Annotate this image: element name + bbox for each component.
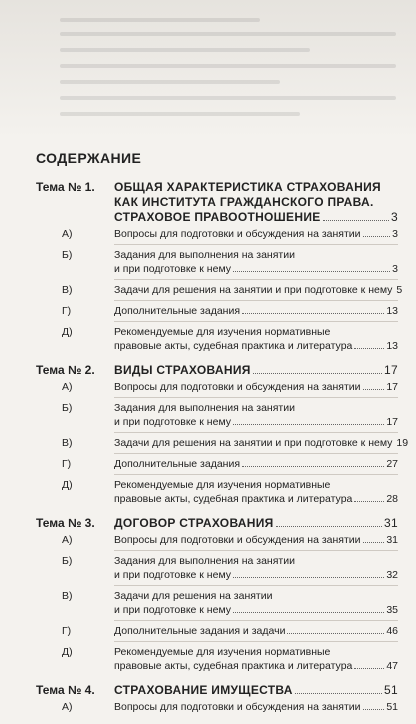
page-number: 3 [392, 263, 398, 275]
dot-leader [287, 624, 384, 634]
entry-letter: Д) [62, 479, 73, 491]
entry-line [114, 339, 398, 353]
toc-entry[interactable] [36, 436, 409, 450]
entry-line [114, 516, 398, 531]
dot-leader [354, 492, 384, 502]
entry-text: СТРАХОВАНИЕ ИМУЩЕСТВА [114, 683, 293, 697]
entry-text: КАК ИНСТИТУТА ГРАЖДАНСКОГО ПРАВА. [114, 195, 374, 209]
topic-title [114, 180, 398, 225]
entry-letter: А) [62, 381, 73, 393]
entry-text: Задания для выполнения на занятии [114, 249, 295, 261]
entry-text: Дополнительные задания [114, 305, 241, 317]
entry-letter: Д) [62, 646, 73, 658]
entry-letter: А) [62, 228, 73, 240]
entry-text: и при подготовке к нему [114, 604, 232, 616]
entry-text: Рекомендуемые для изучения нормативные [114, 326, 331, 338]
entry-text: Дополнительные задания и задачи [114, 625, 286, 637]
entry-letter: В) [62, 590, 73, 602]
entry-text: Вопросы для подготовки и обсуждения на занятии [114, 228, 361, 240]
dot-leader [323, 210, 389, 221]
entry-text: ОБЩАЯ ХАРАКТЕРИСТИКА СТРАХОВАНИЯ [114, 180, 381, 194]
entry-text: правовые акты, судебная практика и литература [114, 340, 353, 352]
topic-number: Тема № 2. [36, 363, 95, 377]
entry-line [114, 325, 398, 339]
toc-entry[interactable] [36, 227, 398, 241]
toc-entry[interactable] [36, 380, 398, 394]
entry-line [114, 380, 398, 394]
toc-topic[interactable] [36, 516, 398, 673]
entry-line [114, 659, 398, 673]
entry-text: Дополнительные задания [114, 458, 241, 470]
dot-leader [363, 700, 385, 710]
page-number: 13 [386, 340, 398, 352]
entry-body [114, 401, 398, 429]
entry-letter: Г) [62, 458, 72, 470]
entry-line [114, 700, 398, 714]
toc-entry[interactable] [36, 533, 398, 547]
entry-text: правовые акты, судебная практика и литература [114, 660, 353, 672]
entry-text: Вопросы для подготовки и обсуждения на занятии [114, 701, 361, 713]
entry-letter: А) [62, 534, 73, 546]
page-number: 27 [386, 458, 398, 470]
entry-line [114, 283, 402, 297]
entry-text: Рекомендуемые для изучения нормативные [114, 646, 331, 658]
topic-title [114, 683, 398, 698]
topic-header[interactable] [36, 683, 398, 698]
topic-number: Тема № 3. [36, 516, 95, 530]
page-number: 17 [386, 381, 398, 393]
entry-divider [114, 300, 398, 301]
toc-entry[interactable] [36, 283, 403, 297]
dot-leader [253, 363, 382, 374]
page-number: 19 [396, 437, 409, 449]
entry-text: правовые акты, судебная практика и литература [114, 493, 353, 505]
entry-body [114, 227, 398, 241]
page-number: 32 [386, 569, 398, 581]
entry-line [114, 436, 408, 450]
toc-entry[interactable] [36, 401, 398, 429]
entry-divider [114, 321, 398, 322]
dot-leader [354, 659, 384, 669]
entry-body [114, 436, 408, 450]
page-number: 28 [386, 493, 398, 505]
entry-text: Задачи для решения на занятии [114, 590, 273, 602]
page-number: 51 [384, 683, 398, 697]
toc-topic[interactable] [36, 180, 403, 353]
entry-text: Вопросы для подготовки и обсуждения на занятии [114, 381, 361, 393]
topic-header[interactable] [36, 363, 398, 378]
topic-header[interactable] [36, 180, 398, 225]
entry-divider [114, 432, 398, 433]
entry-body [114, 645, 398, 673]
entry-divider [114, 550, 398, 551]
entry-divider [114, 453, 398, 454]
entry-line [114, 195, 398, 210]
page-number: 35 [386, 604, 398, 616]
topic-number: Тема № 4. [36, 683, 95, 697]
dot-leader [233, 568, 384, 578]
entry-body [114, 325, 398, 353]
topic-header[interactable] [36, 516, 398, 531]
dot-leader [363, 533, 385, 543]
toc-entry[interactable] [36, 645, 398, 673]
entry-body [114, 283, 402, 297]
toc-entry[interactable] [36, 554, 398, 582]
toc-entry[interactable] [36, 248, 398, 276]
page-number: 3 [392, 228, 398, 240]
entry-body [114, 248, 398, 276]
dot-leader [354, 339, 384, 349]
dot-leader [233, 262, 390, 272]
entry-line [114, 568, 398, 582]
entry-text: и при подготовке к нему [114, 416, 232, 428]
entry-text: ВИДЫ СТРАХОВАНИЯ [114, 363, 251, 377]
entry-body [114, 304, 398, 318]
entry-letter: Б) [62, 555, 73, 567]
page-number: 31 [386, 534, 398, 546]
dot-leader [295, 683, 382, 694]
page-number: 3 [391, 210, 398, 224]
entry-divider [114, 244, 398, 245]
entry-letter: Б) [62, 249, 73, 261]
entry-text: и при подготовке к нему [114, 569, 232, 581]
entry-letter: Г) [62, 625, 72, 637]
toc-entry[interactable] [36, 325, 398, 353]
dot-leader [363, 227, 391, 237]
entry-line [114, 624, 398, 638]
dot-leader [276, 516, 382, 527]
entry-divider [114, 474, 398, 475]
page-number: 46 [386, 625, 398, 637]
entry-line [114, 210, 398, 225]
entry-line [114, 363, 398, 378]
entry-text: Задачи для решения на занятии и при подготовке к нему [114, 437, 393, 449]
entry-line [114, 457, 398, 471]
page-number: 31 [384, 516, 398, 530]
entry-divider [114, 585, 398, 586]
entry-text: СТРАХОВОЕ ПРАВООТНОШЕНИЕ [114, 210, 321, 224]
entry-divider [114, 641, 398, 642]
entry-body [114, 457, 398, 471]
entry-line [114, 492, 398, 506]
entry-letter: А) [62, 701, 73, 713]
entry-line [114, 262, 398, 276]
entry-body [114, 554, 398, 582]
page-number: 47 [386, 660, 398, 672]
previous-page-bleed [0, 0, 416, 140]
entry-body [114, 700, 398, 714]
entry-text: Задания для выполнения на занятии [114, 555, 295, 567]
entry-line [114, 589, 398, 603]
entry-body [114, 589, 398, 617]
dot-leader [242, 304, 384, 314]
entry-line [114, 533, 398, 547]
toc-entry[interactable] [36, 589, 398, 617]
entry-text: Рекомендуемые для изучения нормативные [114, 479, 331, 491]
entry-body [114, 380, 398, 394]
toc-list [36, 180, 409, 714]
entry-body [114, 624, 398, 638]
toc-entry[interactable] [36, 304, 398, 318]
topic-number: Тема № 1. [36, 180, 95, 194]
entry-letter: В) [62, 284, 73, 296]
dot-leader [233, 603, 384, 613]
entry-line [114, 683, 398, 698]
entry-divider [114, 397, 398, 398]
entry-body [114, 478, 398, 506]
entry-line [114, 401, 398, 415]
entry-line [114, 603, 398, 617]
entry-divider [114, 620, 398, 621]
entry-line [114, 227, 398, 241]
toc-entry[interactable] [36, 624, 398, 638]
entry-text: и при подготовке к нему [114, 263, 232, 275]
page-number: 5 [396, 284, 403, 296]
toc-entry[interactable] [36, 478, 398, 506]
table-of-contents [36, 150, 409, 724]
toc-topic[interactable] [36, 363, 409, 506]
contents-heading: СОДЕРЖАНИЕ [36, 150, 142, 166]
entry-line [114, 248, 398, 262]
entry-line [114, 180, 398, 195]
entry-text: Задания для выполнения на занятии [114, 402, 295, 414]
entry-line [114, 645, 398, 659]
entry-line [114, 478, 398, 492]
entry-divider [114, 279, 398, 280]
entry-text: ДОГОВОР СТРАХОВАНИЯ [114, 516, 274, 530]
page-number: 17 [386, 416, 398, 428]
entry-body [114, 533, 398, 547]
entry-line [114, 415, 398, 429]
dot-leader [363, 380, 385, 390]
toc-entry[interactable] [36, 700, 398, 714]
toc-entry[interactable] [36, 457, 398, 471]
toc-topic[interactable] [36, 683, 398, 714]
entry-line [114, 554, 398, 568]
entry-letter: Б) [62, 402, 73, 414]
entry-text: Вопросы для подготовки и обсуждения на занятии [114, 534, 361, 546]
topic-title [114, 516, 398, 531]
entry-letter: В) [62, 437, 73, 449]
entry-letter: Д) [62, 326, 73, 338]
page-number: 17 [384, 363, 398, 377]
entry-line [114, 304, 398, 318]
page-number: 51 [386, 701, 398, 713]
topic-title [114, 363, 398, 378]
dot-leader [233, 415, 384, 425]
dot-leader [242, 457, 384, 467]
page-number: 13 [386, 305, 398, 317]
entry-text: Задачи для решения на занятии и при подготовке к нему [114, 284, 393, 296]
entry-letter: Г) [62, 305, 72, 317]
